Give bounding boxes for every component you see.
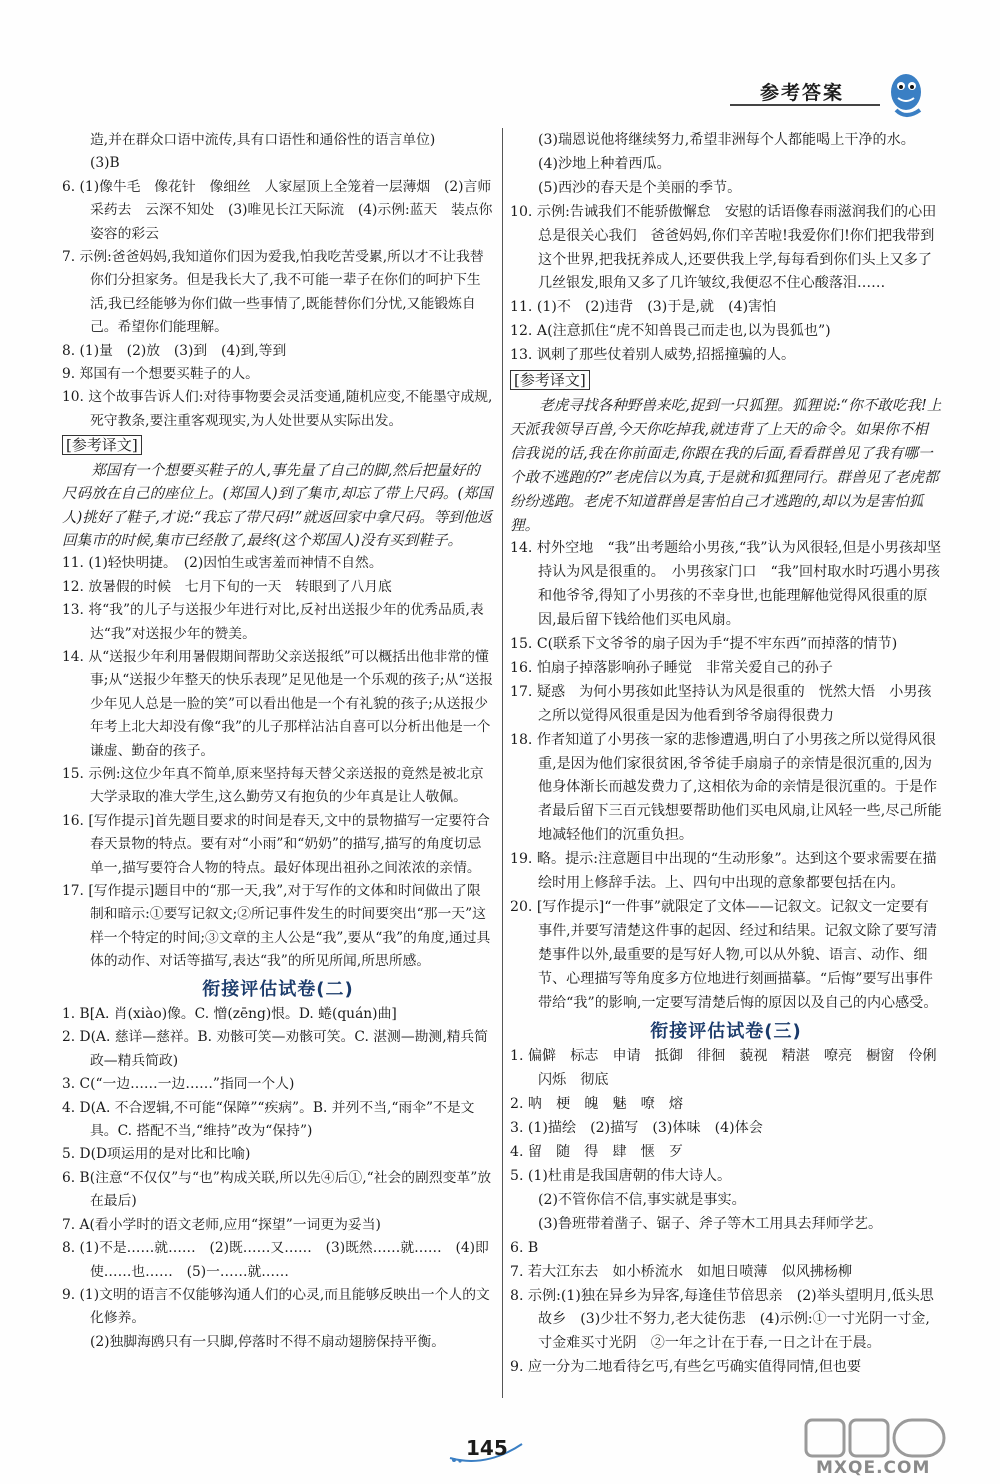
- answer-item: 10. 这个故事告诉人们:对待事物要会灵活变通,随机应变,不能墨守成规,死守教条,要注重客观现实,为人处世要从实际出发。: [62, 389, 493, 429]
- translation-heading-row: [510, 368, 942, 394]
- section-title: 衔接评估试卷(二): [202, 978, 354, 1000]
- answer-item: (2)独脚海鸥只有一只脚,停落时不得不扇动翅膀保持平衡。: [90, 1333, 446, 1350]
- answer-item: 12. A(注意抓住“虎不知兽畏己而走也,以为畏狐也”): [510, 323, 831, 340]
- translation-heading: [参考译文]: [510, 370, 590, 390]
- answer-item: (2)不管你信不信,事实就是事实。: [538, 1191, 746, 1208]
- answer-item: 9. 应一分为二地看待乞丐,有些乞丐确实值得同情,但也要: [510, 1359, 862, 1376]
- translation-heading: [参考译文]: [62, 435, 142, 455]
- answer-item: 20. [写作提示]“一件事”就限定了文体——记叙文。记叙文一定要有事件,并要写清楚这件事的起因、经过和结果。记叙文除了要写清楚事件以外,最重要的是写好人物,可以从外貌、语言、动作、细节、心理描写等角度多方位地进行刻画描摹。“后悔”要写出事件带给“我”的影响,一定要写清楚后悔的原因以及自己的内心感受。: [510, 899, 938, 1011]
- answer-item: 13. 将“我”的儿子与送报少年进行对比,反衬出送报少年的优秀品质,表达“我”对送报少年的赞美。: [62, 602, 484, 642]
- answer-item: 15. 示例:这位少年真不简单,原来坚持每天替父亲送报的竟然是被北京大学录取的准大学生,这么勤劳又有抱负的少年真是让人敬佩。: [62, 765, 484, 806]
- answer-item: (4)沙地上种着西瓜。: [538, 155, 671, 172]
- watermark-logo-icon: [804, 1416, 954, 1460]
- answer-item: 4. 留 随 得 肆 惬 歹: [510, 1144, 683, 1161]
- answer-item: 6. B: [510, 1239, 539, 1256]
- translation-text: 郑国有一个想要买鞋子的人,事先量了自己的脚,然后把量好的尺码放在自己的座位上。(郑国人)到了集市,却忘了带上尺码。(郑国人)挑好了鞋子,才说:“我忘了带尺码!”就返回家中拿尺码。等到他返回集市的时候,集市已经散了,最终(这个郑国人)没有买到鞋子。: [62, 461, 493, 549]
- answer-item: 2. 呐 梗 魄 魅 嘹 熔: [510, 1096, 683, 1113]
- translation-heading-row: [62, 433, 494, 458]
- answer-item: 17. [写作提示]题目中的“那一天,我”,对于写作的文体和时间做出了限制和暗示:①要写记叙文;②所记事件发生的时间要突出“那一天”这样一个特定的时间;③文章的主人公是“我”,要从“我”的角度,通过具体的动作、对话等描写,表达“我”的所见所闻,所思所感。: [62, 883, 491, 970]
- header-underline: [730, 104, 880, 106]
- left-column: [62, 129, 494, 1354]
- page-number: 145: [466, 1436, 508, 1460]
- answer-item: 17. 疑惑 为何小男孩如此坚持认为风是很重的 恍然大悟 小男孩之所以觉得风很重是因为他看到爷爷扇得很费力: [510, 683, 932, 724]
- answer-item: 5. D(D项运用的是对比和比喻): [62, 1146, 251, 1163]
- answer-item: 13. 讽刺了那些仗着别人威势,招摇撞骗的人。: [510, 347, 796, 364]
- watermark: [804, 1416, 974, 1478]
- answer-item: 7. 若大江东去 如小桥流水 如旭日喷薄 似风拂杨柳: [510, 1263, 853, 1280]
- translation-text: 老虎寻找各种野兽来吃,捉到一只狐狸。狐狸说:“你不敢吃我!上天派我领导百兽,今天你吃掉我,就违背了上天的命令。如果你不相信我说的话,我在你前面走,你跟在我的后面,看看群兽见了我有哪一个敢不逃跑的?”老虎信以为真,于是就和狐狸同行。群兽见了老虎都纷纷逃跑。老虎不知道群兽是害怕自己才逃跑的,却以为是害怕狐狸。: [510, 396, 942, 534]
- column-divider: [502, 128, 503, 1398]
- answer-item: 2. D(A. 慈详—慈祥。B. 劝骸可笑—劝骸可笑。C. 湛测—勘测,精兵简政—精兵简政): [62, 1029, 488, 1069]
- answer-item: 14. 村外空地 “我”出考题给小男孩,“我”认为风很轻,但是小男孩却坚持认为风是很重的。 小男孩家门口 “我”回村取水时巧遇小男孩和他爷爷,得知了小男孩的不幸身世,也能理解他觉得风很重的原因,最后留下钱给他们买电风扇。: [510, 540, 942, 629]
- answer-item: 16. 怕扇子掉落影响孙子睡觉 非常关爱自己的孙子: [510, 659, 833, 676]
- answer-item: 16. [写作提示]首先题目要求的时间是春天,文中的景物描写一定要符合春天景物的特点。要有对“小雨”和“奶奶”的描写,描写的角度切忌单一,描写要符合人物的特点。最好体现出祖孙之间浓浓的亲情。: [62, 812, 490, 876]
- answer-item: 19. 略。提示:注意题目中出现的“生动形象”。达到这个要求需要在描绘时用上修辞手法。上、四句中出现的意象都要包括在内。: [510, 851, 937, 892]
- answer-item: 12. 放暑假的时候 七月下旬的一天 转眼到了八月底: [62, 578, 392, 595]
- answer-item: (3)瑞恩说他将继续努力,希望非洲每个人都能喝上干净的水。: [538, 132, 915, 148]
- answer-item: 11. (1)轻快明捷。 (2)因怕生或害羞而神情不自然。: [62, 555, 383, 572]
- right-column: [510, 129, 951, 1380]
- answer-item: 8. 示例:(1)独在异乡为异客,每逢佳节倍思亲 (2)举头望明月,低头思故乡 (3)少壮不努力,老大徒伤悲 (4)示例:①一寸光阴一寸金,寸金难买寸光阴 ②一年之计在于春,一日之计在于晨。: [510, 1287, 934, 1352]
- answer-item: (3)B: [90, 155, 120, 172]
- watermark-url: MXQE.COM: [816, 1458, 931, 1478]
- answer-item: 6. (1)像牛毛 像花针 像细丝 人家屋顶上全笼着一层薄烟 (2)言师采药去 云深不知处 (3)唯见长江天际流 (4)示例:蓝天 装点你姿容的彩云: [62, 178, 493, 242]
- answer-item: 11. (1)不 (2)违背 (3)于是,就 (4)害怕: [510, 299, 777, 316]
- answer-item: 9. (1)文明的语言不仅能够沟通人们的心灵,而且能够反映出一个人的文化修养。: [62, 1286, 490, 1327]
- answer-item: 6. B(注意“不仅仅”与“也”构成关联,所以先④后①,“社会的剧烈变革”放在最后): [62, 1169, 492, 1210]
- answer-item: 9. 郑国有一个想要买鞋子的人。: [62, 366, 259, 383]
- mascot-icon: [882, 66, 932, 122]
- answer-item: 4. D(A. 不合逻辑,不可能“保障”“疾病”。B. 并列不当,“雨伞”不是文具。C. 搭配不当,“维持”改为“保持”): [62, 1099, 475, 1140]
- section-title: 衔接评估试卷(三): [650, 1020, 802, 1042]
- answer-item: 7. A(看小学时的语文老师,应用“探望”一词更为妥当): [62, 1216, 381, 1233]
- answer-item: 15. C(联系下文爷爷的扇子因为手“提不牢东西”而掉落的情节): [510, 636, 898, 653]
- answer-item: 1. 偏僻 标志 申请 抵御 徘徊 藐视 精湛 嘹亮 橱窗 伶俐 闪烁 彻底: [510, 1048, 951, 1089]
- answer-item: 3. (1)描绘 (2)描写 (3)体味 (4)体会: [510, 1120, 763, 1137]
- header-tab: [730, 76, 880, 106]
- answer-item: 14. 从“送报少年利用暑假期间帮助父亲送报纸”可以概括出他非常的懂事;从“送报少年整天的快乐表现”足见他是一个乐观的孩子;从“送报少年见人总是一脸的笑”可以看出他是一个有礼貌的孩子;从送报少年考上北大却没有像“我”的儿子那样沾沾自喜可以分析出他是一个谦虚、勤奋的孩子。: [62, 648, 493, 759]
- answer-item: (5)西沙的春天是个美丽的季节。: [538, 179, 742, 196]
- answer-item: 3. C(“一边……一边……”指同一个人): [62, 1076, 295, 1093]
- answer-item: 5. (1)杜甫是我国唐朝的伟大诗人。: [510, 1167, 732, 1184]
- answer-item: 18. 作者知道了小男孩一家的悲惨遭遇,明白了小男孩之所以觉得风很重,是因为他们家很贫困,爷爷徒手扇扇子的亲情是很沉重的,因为他身体渐长而越发费力了,这相依为命的亲情是很沉重的。于是作者最后留下三百元钱想要帮助他们买电风扇,让风轻一些,尽己所能地减轻他们的沉重负担。: [510, 731, 942, 844]
- answer-item: 造,并在群众口语中流传,具有口语性和通俗性的语言单位): [90, 132, 436, 148]
- answer-item: 7. 示例:爸爸妈妈,我知道你们因为爱我,怕我吃苦受累,所以才不让我替你们分担家务。但是我长大了,我不可能一辈子在你们的呵护下生活,我已经能够为你们做一些事情了,既能替你们分忧,又能锻炼自己。希望你们能理解。: [62, 249, 484, 336]
- answer-item: 10. 示例:告诫我们不能骄傲懈怠 安慰的话语像春雨滋润我们的心田 总是很关心我们 爸爸妈妈,你们辛苦啦!我爱你们!你们把我带到这个世界,把我抚养成人,还要供我上学,每每看到你们头上又多了几丝银发,眼角又多了几许皱纹,我便忍不住心酸落泪……: [510, 203, 951, 292]
- answer-item: (3)鲁班带着凿子、锯子、斧子等木工用具去拜师学艺。: [538, 1215, 883, 1232]
- answer-item: 8. (1)不是……就…… (2)既……又…… (3)既然……就…… (4)即使……也…… (5)一……就……: [62, 1240, 489, 1280]
- answer-item: 8. (1)量 (2)放 (3)到 (4)到,等到: [62, 342, 287, 359]
- header-title: 参考答案: [760, 82, 845, 104]
- answer-item: 1. B[A. 肖(xiào)像。C. 憎(zēng)恨。D. 蜷(quán)曲]: [62, 1006, 397, 1023]
